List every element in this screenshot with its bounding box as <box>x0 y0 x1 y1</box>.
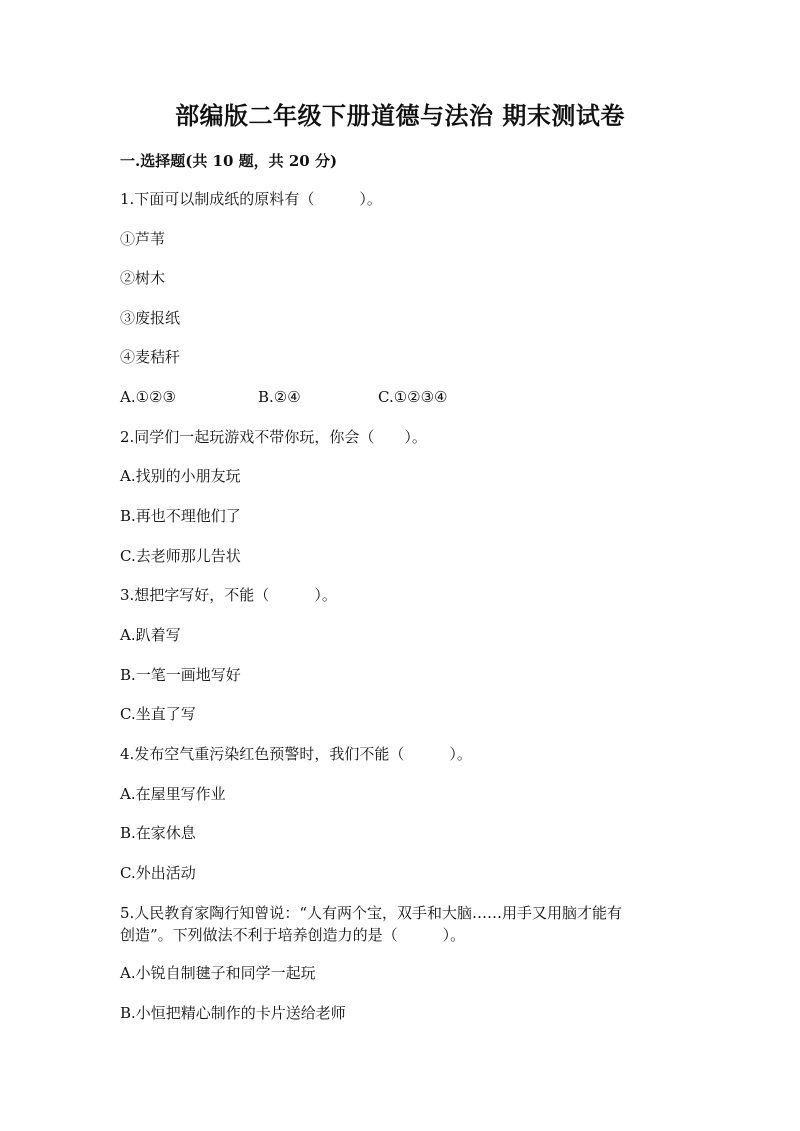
question-2-stem: 2.同学们一起玩游戏不带你玩，你会（ ）。 <box>120 428 427 446</box>
question-1-options <box>120 386 520 408</box>
question-1-stem: 1.下面可以制成纸的原料有（ ）。 <box>120 190 382 208</box>
question-1-option-b: B.②④ <box>258 388 301 406</box>
question-4-stem: 4.发布空气重污染红色预警时，我们不能（ ）。 <box>120 745 472 763</box>
question-1-option-c: C.①②③④ <box>378 388 448 406</box>
page-title: 部编版二年级下册道德与法治 期末测试卷 <box>175 101 625 130</box>
question-5-option-a: A.小锐自制毽子和同学一起玩 <box>120 964 316 982</box>
question-3-stem: 3.想把字写好，不能（ ）。 <box>120 586 337 604</box>
question-5-stem-line-2: 创造”。下列做法不利于培养创造力的是（ ）。 <box>120 926 466 944</box>
question-2-option-b: B.再也不理他们了 <box>120 507 241 525</box>
question-4-option-a: A.在屋里写作业 <box>120 785 226 803</box>
question-4-option-c: C.外出活动 <box>120 864 196 882</box>
question-2-option-c: C.去老师那儿告状 <box>120 547 241 565</box>
question-1-item: ①芦苇 <box>120 230 166 248</box>
question-3-option-c: C.坐直了写 <box>120 705 196 723</box>
question-1-item: ②树木 <box>120 269 166 287</box>
question-5-stem-line-1: 5.人民教育家陶行知曾说：“人有两个宝，双手和大脑……用手又用脑才能有 <box>120 904 622 922</box>
question-2-option-a: A.找别的小朋友玩 <box>120 467 241 485</box>
question-1-item: ③废报纸 <box>120 309 181 327</box>
question-3-option-a: A.趴着写 <box>120 626 181 644</box>
question-4-option-b: B.在家休息 <box>120 824 196 842</box>
question-1-option-a: A.①②③ <box>120 388 176 406</box>
question-5-option-b: B.小恒把精心制作的卡片送给老师 <box>120 1004 346 1022</box>
question-1-item: ④麦秸秆 <box>120 348 181 366</box>
question-3-option-b: B.一笔一画地写好 <box>120 666 241 684</box>
section-heading: 一.选择题(共 10 题，共 20 分) <box>120 152 338 170</box>
